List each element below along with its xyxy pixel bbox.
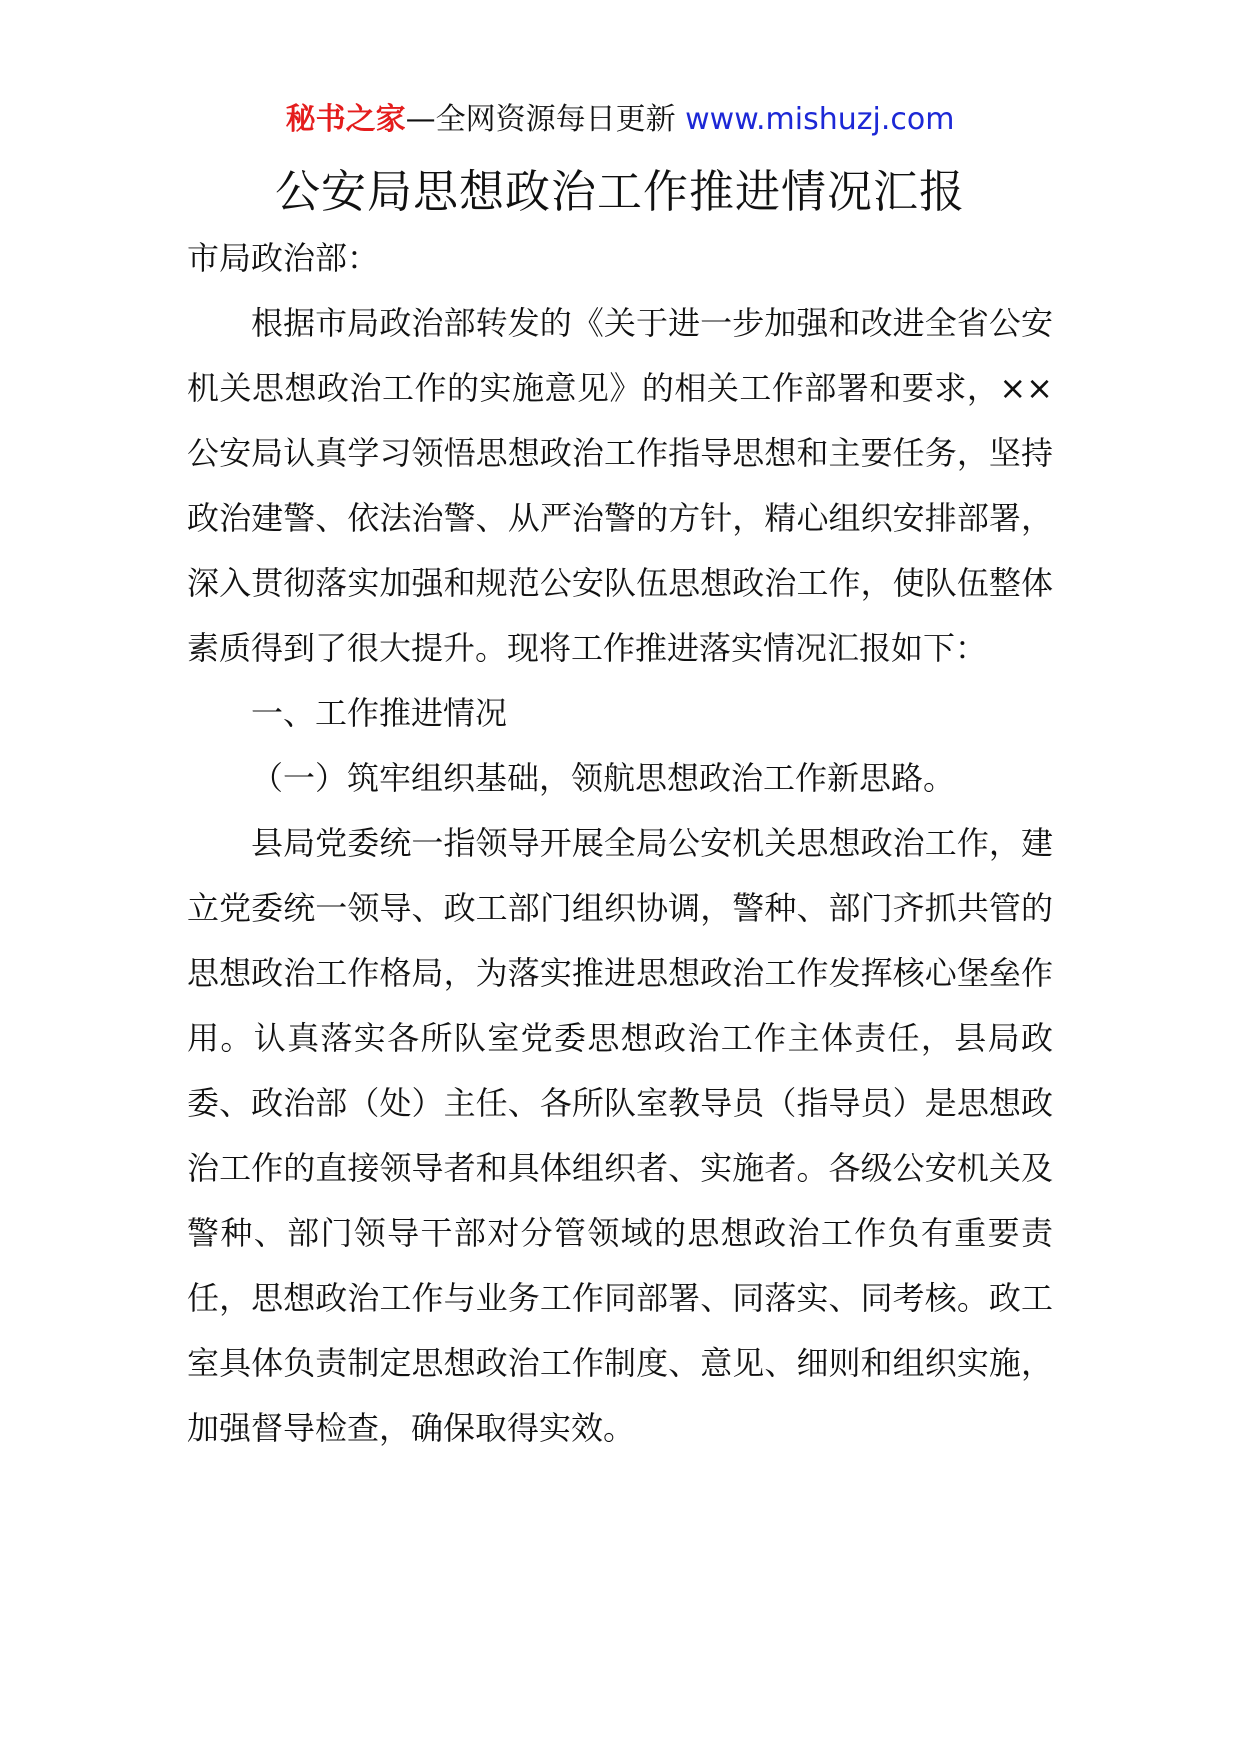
body-paragraph: 县局党委统一指领导开展全局公安机关思想政治工作，建立党委统一领导、政工部门组织协调，警种、部门齐抓共管的思想政治工作格局，为落实推进思想政治工作发挥核心堡垒作用。认真落实各所队室党委思想政治工作主体责任，县局政委、政治部（处）主任、各所队室教导员（指导员）是思想政治工作的直接领导者和具体组织者、实施者。各级公安机关及警种、部门领导干部对分管领域的思想政治工作负有重要责任，思想政治工作与业务工作同部署、同落实、同考核。政工室具体负责制定思想政治工作制度、意见、细则和组织实施，加强督导检查，确保取得实效。 xyxy=(187,824,1053,1447)
brand-name: 秘书之家 xyxy=(285,102,406,137)
site-url-link[interactable]: www.mishuzj.com xyxy=(685,102,955,137)
site-header-banner xyxy=(0,100,1240,140)
header-slogan: —全网资源每日更新 xyxy=(405,102,686,137)
section-heading: 一、工作推进情况 xyxy=(251,694,508,732)
document-title: 公安局思想政治工作推进情况汇报 xyxy=(274,165,965,218)
document-body xyxy=(187,226,1053,1461)
intro-paragraph: 根据市局政治部转发的《关于进一步加强和改进全省公安机关思想政治工作的实施意见》的相关工作部署和要求，××公安局认真学习领悟思想政治工作指导思想和主要任务，坚持政治建警、依法治警、从严治警的方针，精心组织安排部署，深入贯彻落实加强和规范公安队伍思想政治工作，使队伍整体素质得到了很大提升。现将工作推进落实情况汇报如下： xyxy=(187,304,1053,667)
subsection-heading: （一）筑牢组织基础，领航思想政治工作新思路。 xyxy=(251,759,956,797)
salutation: 市局政治部： xyxy=(187,239,380,277)
